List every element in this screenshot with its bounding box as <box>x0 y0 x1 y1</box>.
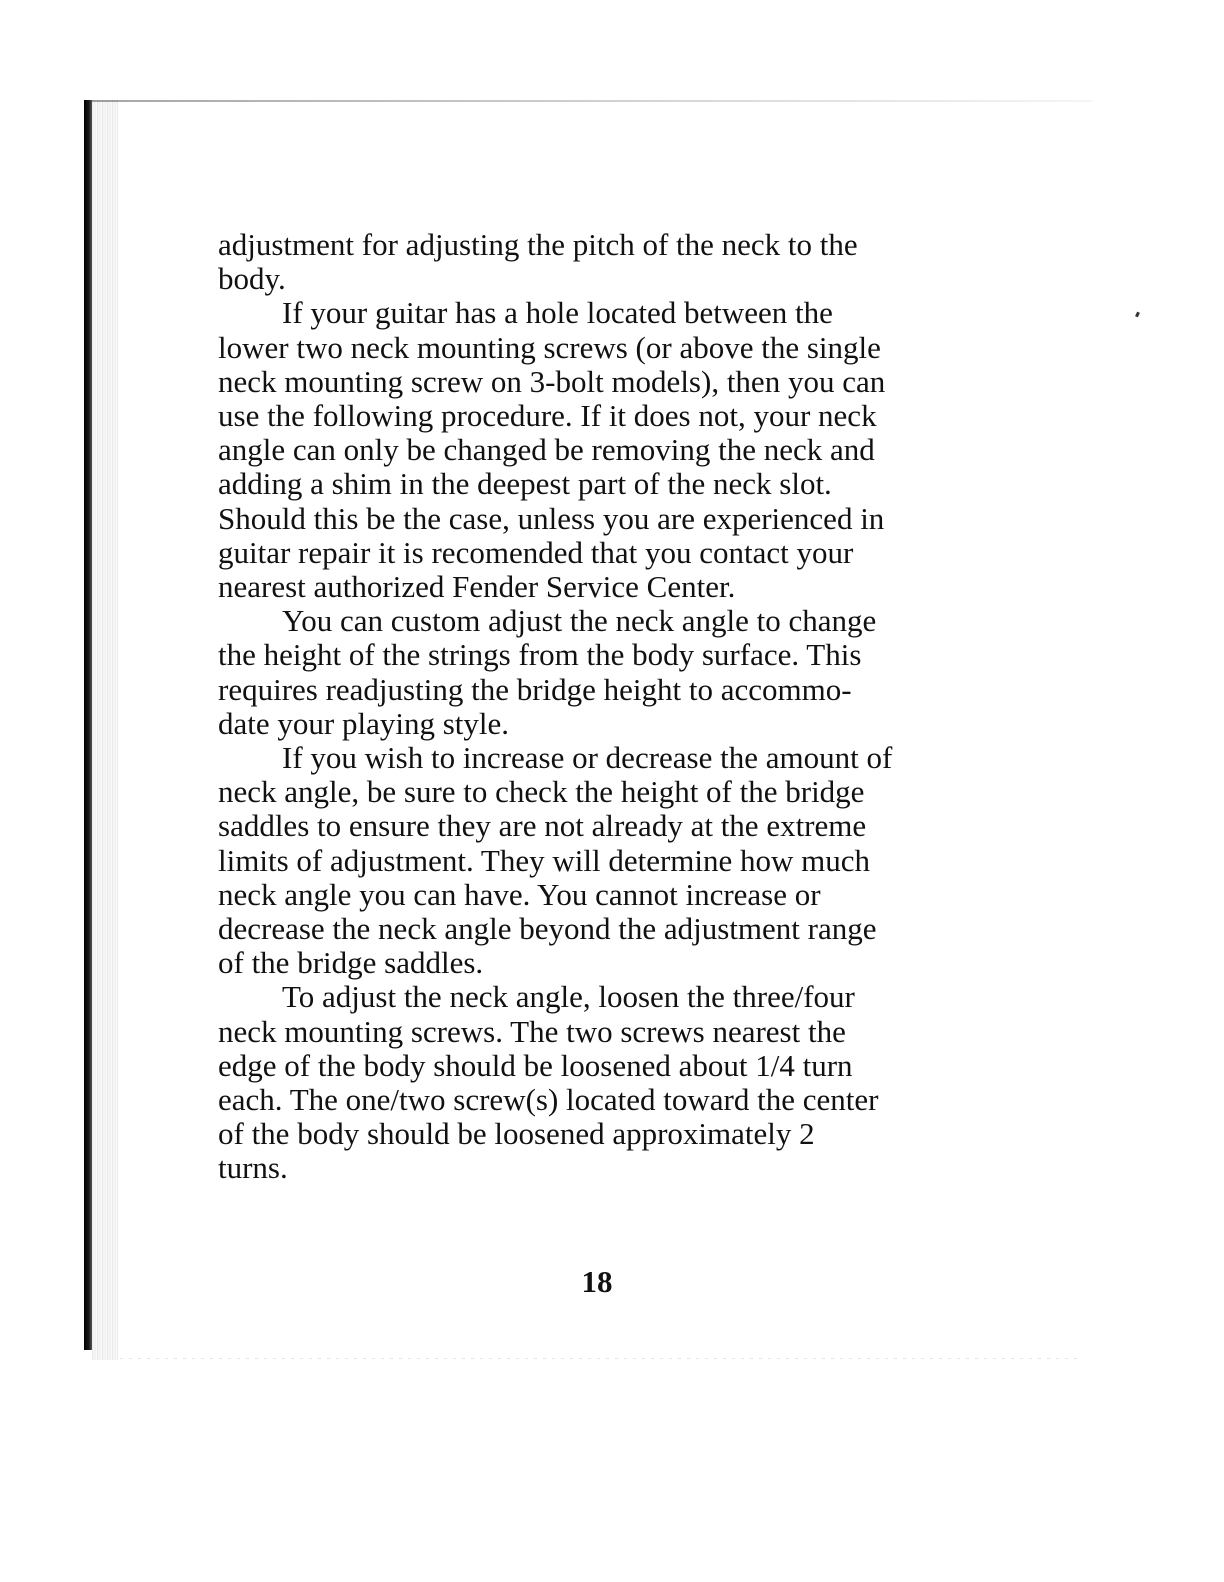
scan-binding-shadow <box>92 100 118 1360</box>
text-line: If your guitar has a hole located between the <box>282 295 833 331</box>
scan-speck <box>1135 312 1140 318</box>
body-text <box>218 228 998 1186</box>
scan-bottom-edge <box>120 1358 1080 1359</box>
text-line: edge of the body should be loosened about 1/4 turn <box>218 1047 853 1083</box>
text-line: adjustment for adjusting the pitch of the neck to the <box>218 227 858 262</box>
text-line: the height of the strings from the body surface. This <box>218 637 862 673</box>
text-line: of the bridge saddles. <box>218 945 484 981</box>
text-line: saddles to ensure they are not already at the extreme <box>218 808 867 844</box>
page-number: 18 <box>581 1264 613 1299</box>
text-line: of the body should be loosened approximately 2 <box>218 1116 815 1152</box>
text-line: You can custom adjust the neck angle to change <box>282 603 877 639</box>
text-line: angle can only be changed be removing the neck and <box>218 432 875 468</box>
text-line: body. <box>218 261 286 297</box>
text-line: limits of adjustment. They will determine how much <box>218 842 871 878</box>
text-line: nearest authorized Fender Service Center. <box>218 569 736 605</box>
text-line: decrease the neck angle beyond the adjustment range <box>218 911 877 947</box>
text-line: neck angle you can have. You cannot increase or <box>218 876 821 912</box>
text-line: If you wish to increase or decrease the amount of <box>282 740 893 776</box>
text-line: each. The one/two screw(s) located toward the center <box>218 1082 879 1118</box>
text-line: neck mounting screws. The two screws nearest the <box>218 1013 846 1049</box>
text-line: neck angle, be sure to check the height of the bridge <box>218 774 865 810</box>
text-line: guitar repair it is recomended that you contact your <box>218 534 854 570</box>
text-line: Should this be the case, unless you are experienced in <box>218 500 885 536</box>
text-line: requires readjusting the bridge height to accommo- <box>218 671 852 707</box>
text-line: adding a shim in the deepest part of the neck slot. <box>218 466 832 502</box>
text-line: neck mounting screw on 3-bolt models), then you can <box>218 363 886 399</box>
text-line: use the following procedure. If it does not, your neck <box>218 398 877 434</box>
text-line: To adjust the neck angle, loosen the three/four <box>282 979 855 1015</box>
text-line: turns. <box>218 1150 288 1186</box>
text-line: lower two neck mounting screws (or above the single <box>218 329 881 365</box>
scan-top-edge <box>92 100 1092 102</box>
scan-binding-edge <box>84 100 92 1350</box>
text-line: date your playing style. <box>218 705 509 741</box>
